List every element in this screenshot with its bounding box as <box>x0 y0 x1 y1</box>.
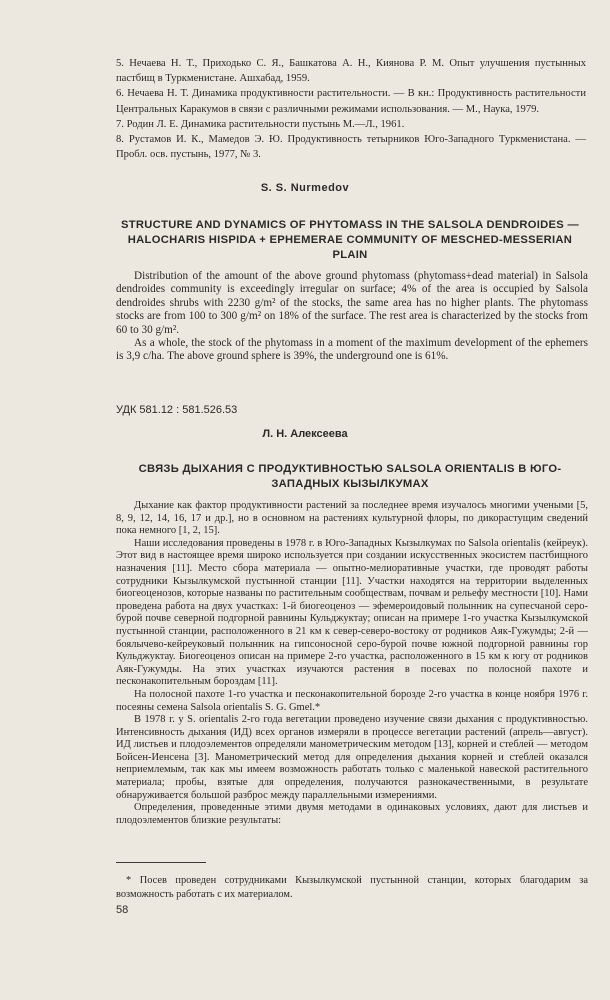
udk-code: УДК 581.12 : 581.526.53 <box>116 404 238 416</box>
body-paragraph: Определения, проведенные этими двумя методами в одинаковых условиях, дают для листьев и плодоэлементов близкие результаты: <box>116 802 588 826</box>
reference-item: 6. Нечаева Н. Т. Динамика продуктивности растительности. — В кн.: Продуктивность растительности Центральных Каракумов в связи с различными режимами использования. — М., Наука, 1979. <box>116 88 586 115</box>
russian-title: СВЯЗЬ ДЫХАНИЯ С ПРОДУКТИВНОСТЬЮ SALSOLA ORIENTALIS В ЮГО-ЗАПАДНЫХ КЫЗЫЛКУМАХ <box>138 463 562 490</box>
english-abstract <box>116 270 588 364</box>
russian-body <box>116 500 588 827</box>
reference-item: 5. Нечаева Н. Т., Приходько С. Я., Башкатова А. Н., Киянова Р. М. Опыт улучшения пустынных пастбищ в Туркменистане. Ашхабад, 1959. <box>116 58 586 85</box>
body-paragraph: В 1978 г. у S. orientalis 2-го года вегетации проведено изучение связи дыхания с продуктивностью. Интенсивность дыхания (ИД) всех органов измеряли в процессе вегетации растений (апрель—август). ИД листьев и плодоэлементов определяли манометрическим методом [13], корней и стеблей — методом Бойсен-Иенсена [3]. Манометрический метод для определения дыхания корней и стеблей оказался неприемлемым, так как мы имеем возможность работать только с маленькой навеской растительного материала; пробы, взятые для определения, получаются разнокачественными, в результате обнаруживается большой разброс между параллельными измерениями. <box>116 714 588 801</box>
body-paragraph: На полосной пахоте 1-го участка и песконакопительной борозде 2-го участка в конце ноября 1976 г. посеяны семена Salsola orientalis S. G. Gmel.* <box>116 688 588 713</box>
body-paragraph: Дыхание как фактор продуктивности растений за последнее время изучалось многими учеными [5, 8, 9, 12, 14, 16, 17 и др.], но в основном на растениях культурной флоры, по дикорастущим сведений пока немного [1, 2, 15]. <box>116 500 588 537</box>
russian-author: Л. Н. Алексеева <box>262 428 348 440</box>
page-number: 58 <box>116 904 129 916</box>
abstract-paragraph: As a whole, the stock of the phytomass in a moment of the maximum development of the ephemers is 3,9 c/ha. The above ground sphere is 39%, the underground one is 61%. <box>116 337 588 363</box>
english-author: S. S. Nurmedov <box>260 182 350 194</box>
abstract-paragraph: Distribution of the amount of the above ground phytomass (phytomass+dead material) in Salsola dendroides community is exceedingly irregular on surface; 4% of the area is occupied by Salsola dendroides shrubs with 2230 g/m² of the stocks, the same area has no higher plants. The phytomass stocks are from 100 to 300 g/m² on 18% of the surface. The rest area is characterized by the stocks from 60 to 30 g/m². <box>116 270 588 336</box>
reference-item: 7. Родин Л. Е. Динамика растительности пустынь М.—Л., 1961. <box>116 118 405 130</box>
footnote: * Посев проведен сотрудниками Кызылкумской пустынной станции, которых благодарим за возможность работать с их материалом. <box>116 875 588 900</box>
reference-list <box>116 56 586 162</box>
english-title: STRUCTURE AND DYNAMICS OF PHYTOMASS IN THE SALSOLA DENDROIDES — HALOCHARIS HISPIDA + EPHEMERAE COMMUNITY OF MESCHED-MESSERIAN PLAIN <box>121 219 579 261</box>
reference-item: 8. Рустамов И. К., Мамедов Э. Ю. Продуктивность тетырников Юго-Западного Туркменистана. — Пробл. осв. пустынь, 1977, № 3. <box>116 134 586 161</box>
body-paragraph: Наши исследования проведены в 1978 г. в Юго-Западных Кызылкумах по Salsola orientalis (кейреук). Этот вид в настоящее время широко используется при создании искусственных экосистем пастбищного назначения [11]. Место сбора материала — опытно-мелиоративные участки, где проводят работы сотрудники Кызылкумской пустынной станции [11]. Участки находятся на территории выделенных биогеоценозов, которые названы по растительным сообществам, почвам и рельефу местности [10]. Нами проведена работа на двух участках: 1-й биогеоценоз — эфемероидовый полынник на супесчаной серо-бурой почве северной подгорной равнины Кульджуктау; описан на примере 1-го участка Кызылкумской пустынной станции, расположенного в 21 км к север-северо-востоку от родников Аяк-Гужумды; 2-й — боялычево-кейреуковый полынник на гипсоносной серо-бурой почве южной подгорной равнины гор Кульджуктау. Биогеоценоз описан на примере 2-го участка, расположенного в 15 км к югу от родников Аяк-Гужумды. На этих участках изучаются растения в посевах по полосной пахоте и песконакопительным бороздам [11]. <box>116 537 588 688</box>
footnote-divider <box>116 862 206 863</box>
